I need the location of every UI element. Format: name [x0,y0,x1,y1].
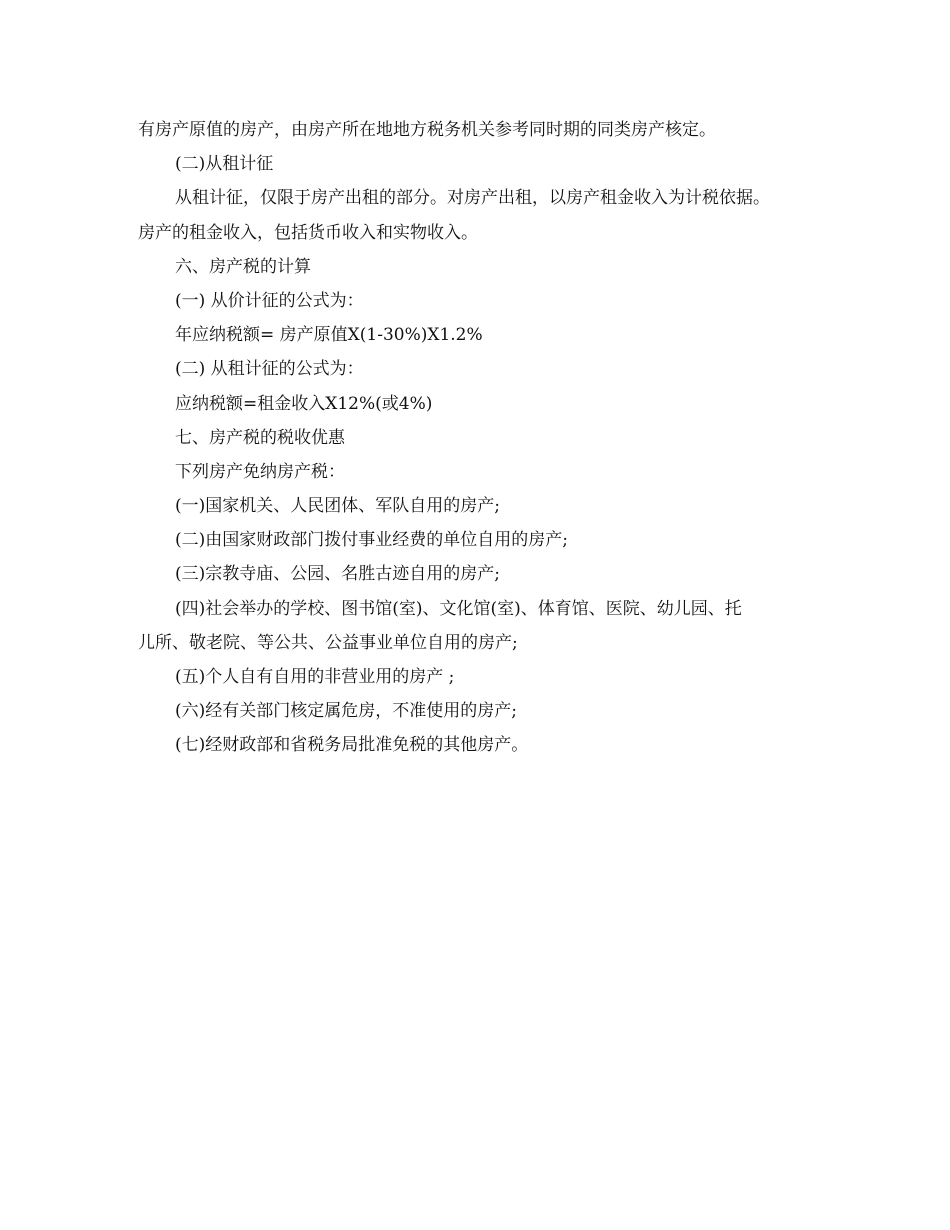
list-item-continuation: 儿所、敬老院、等公共、公益事业单位自用的房产; [138,632,518,653]
document-body [138,113,828,763]
list-item: (二)由国家财政部门拨付事业经费的单位自用的房产; [175,530,568,551]
list-item: (四)社会举办的学校、图书馆(室)、文化馆(室)、体育馆、医院、幼儿园、托 [175,598,742,619]
list-item: (五)个人自有自用的非营业用的房产 ; [175,667,455,687]
text-line: 从租计征，仅限于房产出租的部分。对房产出租，以房产租金收入为计税依据。 [175,188,770,209]
formula-line: 应纳税额=租金收入X12%(或4%) [175,393,433,414]
section-heading: 七、房产税的税收优惠 [175,427,345,448]
list-item: (六)经有关部门核定属危房，不准使用的房产; [175,701,517,722]
text-line: (二)从租计征 [175,154,274,175]
list-item: (三)宗教寺庙、公园、名胜古迹自用的房产; [175,564,500,585]
list-item: (一)国家机关、人民团体、军队自用的房产; [175,496,500,517]
text-line: 下列房产免纳房产税： [175,461,345,482]
text-line: (一) 从价计征的公式为： [175,290,364,311]
text-line: 有房产原值的房产，由房产所在地地方税务机关参考同时期的同类房产核定。 [138,120,716,140]
list-item: (七)经财政部和省税务局批准免税的其他房产。 [175,735,529,756]
text-line: (二) 从租计征的公式为： [175,359,364,380]
text-line: 房产的租金收入，包括货币收入和实物收入。 [138,222,478,243]
section-heading: 六、房产税的计算 [175,256,311,277]
formula-line: 年应纳税额= 房产原值X(1-30%)X1.2% [175,325,483,346]
